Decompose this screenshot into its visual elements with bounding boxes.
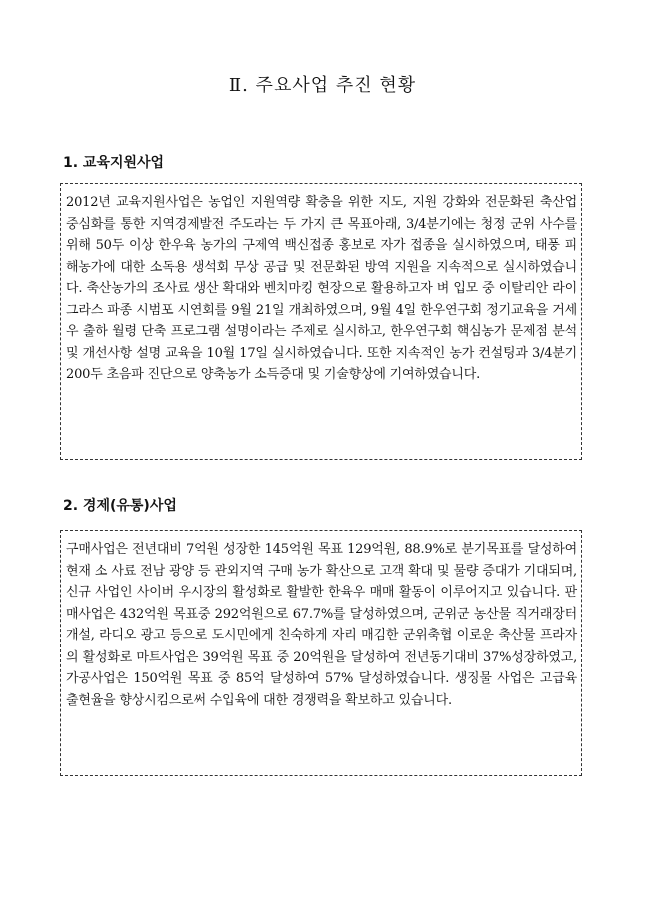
section-body-economy: 구매사업은 전년대비 7억원 성장한 145억원 목표 129억원, 88.9%로 분기목표를 달성하여 현재 소 사료 전남 광양 등 관외지역 구매 농가 확산으로 고객 확대 및 물량 증대가 기대되며, 신규 사업인 사이버 우시장의 활성화로 활발한 한육우 매매 활동이 이루어지고 있습니다. 판매사업은 432억원 목표중 292억원으로 67.7%를 달성하였으며, 군위군 농산물 직거래장터 개설, 라디오 광고 등으로 도시민에게 친숙하게 자리 매김한 군위축협 이로운 축산물 프라자의 활성화로 마트사업은 39억원 목표 중 20억원을 달성하여 전년동기대비 37%성장하였고, 가공사업은 150억원 목표 중 85억 달성하여 57% 달성하였습니다. 생징물 사업은 고급육 출현율을 향상시킴으로써 수입육에 대한 경쟁력을 확보하고 있습니다. [66,542,577,708]
page-title: Ⅱ. 주요사업 추진 현황 [228,75,417,96]
section-box-economy [60,530,582,776]
section-heading-education: 1. 교육지원사업 [63,155,165,171]
section-heading-economy: 2. 경제(유통)사업 [63,498,177,514]
section-box-education [60,183,582,460]
section-body-education: 2012년 교육지원사업은 농업인 지원역량 확충을 위한 지도, 지원 강화와 전문화된 축산업 중심화를 통한 지역경제발전 주도라는 두 가지 큰 목표아래, 3/4분기에는 청정 군위 사수를 위해 50두 이상 한우육 농가의 구제역 백신접종 홍보로 자가 접종을 실시하였으며, 태풍 피해농가에 대한 소독용 생석회 무상 공급 및 전문화된 방역 지원을 지속적으로 실시하였습니다. 축산농가의 조사료 생산 확대와 벤치마킹 현장으로 활용하고자 벼 입모 중 이탈리안 라이그라스 파종 시범포 시연회를 9월 21일 개최하였으며, 9월 4일 한우연구회 정기교육을 거세우 출하 월령 단축 프로그램 설명이라는 주제로 실시하고, 한우연구회 핵심농가 문제점 분석 및 개선사항 설명 교육을 10월 17일 실시하였습니다. 또한 지속적인 농가 컨설팅과 3/4분기 200두 초음파 진단으로 양축농가 소득증대 및 기술향상에 기여하였습니다. [66,195,577,382]
